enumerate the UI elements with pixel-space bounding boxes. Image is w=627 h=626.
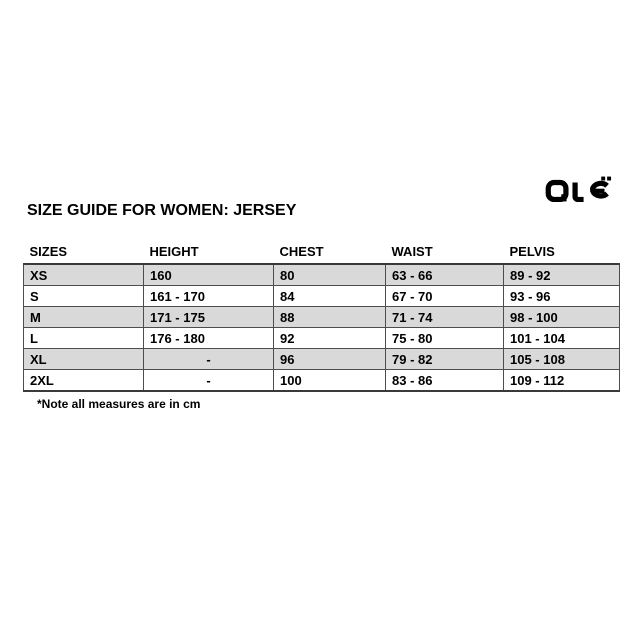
cell-chest: 84 xyxy=(274,286,386,307)
cell-waist: 71 - 74 xyxy=(386,307,504,328)
cell-waist: 83 - 86 xyxy=(386,370,504,392)
column-header-waist: WAIST xyxy=(386,242,504,264)
cell-pelvis: 109 - 112 xyxy=(504,370,620,392)
cell-waist: 79 - 82 xyxy=(386,349,504,370)
cell-size: M xyxy=(24,307,144,328)
cell-chest: 100 xyxy=(274,370,386,392)
size-guide-table xyxy=(23,242,620,392)
table-row-xl xyxy=(24,349,620,370)
column-header-chest: CHEST xyxy=(274,242,386,264)
table-row-m xyxy=(24,307,620,328)
ale-logo xyxy=(545,176,613,202)
cell-size: XL xyxy=(24,349,144,370)
column-header-height: HEIGHT xyxy=(144,242,274,264)
cell-height: - xyxy=(144,349,274,370)
table-row-l xyxy=(24,328,620,349)
cell-height: 176 - 180 xyxy=(144,328,274,349)
ale-logo-icon xyxy=(545,176,613,202)
cell-chest: 88 xyxy=(274,307,386,328)
cell-waist: 63 - 66 xyxy=(386,264,504,286)
cell-size: S xyxy=(24,286,144,307)
cell-size: 2XL xyxy=(24,370,144,392)
cell-chest: 92 xyxy=(274,328,386,349)
page-title: SIZE GUIDE FOR WOMEN: JERSEY xyxy=(27,202,297,219)
cell-chest: 80 xyxy=(274,264,386,286)
table-row-s xyxy=(24,286,620,307)
cell-height: 171 - 175 xyxy=(144,307,274,328)
cell-size: L xyxy=(24,328,144,349)
cell-pelvis: 101 - 104 xyxy=(504,328,620,349)
column-header-size: SIZES xyxy=(24,242,144,264)
cell-height: - xyxy=(144,370,274,392)
table-row-2xl xyxy=(24,370,620,392)
measures-note: *Note all measures are in cm xyxy=(37,397,201,411)
cell-height: 161 - 170 xyxy=(144,286,274,307)
table-row-xs xyxy=(24,264,620,286)
cell-pelvis: 105 - 108 xyxy=(504,349,620,370)
cell-chest: 96 xyxy=(274,349,386,370)
cell-pelvis: 93 - 96 xyxy=(504,286,620,307)
table-body xyxy=(24,264,620,391)
cell-waist: 67 - 70 xyxy=(386,286,504,307)
cell-size: XS xyxy=(24,264,144,286)
cell-pelvis: 89 - 92 xyxy=(504,264,620,286)
table-header-row xyxy=(24,242,620,264)
cell-pelvis: 98 - 100 xyxy=(504,307,620,328)
column-header-pelvis: PELVIS xyxy=(504,242,620,264)
cell-waist: 75 - 80 xyxy=(386,328,504,349)
cell-height: 160 xyxy=(144,264,274,286)
